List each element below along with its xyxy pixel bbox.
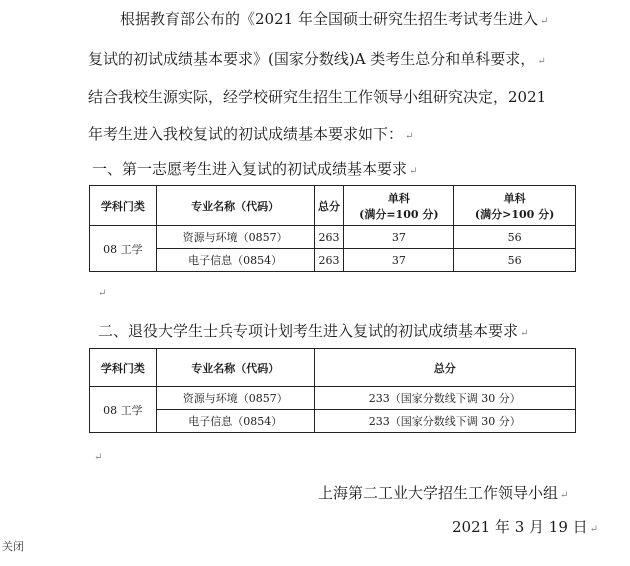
header-category: 学科门类 [90,186,157,226]
paragraph-mark: ↵ [98,288,107,299]
header-total: 总分 [314,186,344,226]
header-major: 专业名称（代码） [156,186,314,226]
table-row [90,387,576,410]
section2-table [89,348,576,433]
single-100-cell: 37 [344,249,454,272]
section1-header-row [90,186,576,226]
major-cell: 资源与环境（0857） [156,226,314,249]
single-over-100-cell: 56 [454,226,576,249]
total-cell: 233（国家分数线下调 30 分） [314,387,575,410]
signature-org: 上海第二工业大学招生工作领导小组 ↵ [318,484,569,502]
header-single-over-100: 单科 (满分>100 分) [454,186,576,226]
intro-line-2: 复试的初试成绩基本要求》(国家分数线)A 类考生总分和单科要求， ↵ [88,50,546,68]
major-cell: 电子信息（0854） [156,410,314,433]
signature-date: 2021 年 3 月 19 日 ↵ [452,518,599,536]
table-row [90,249,576,272]
total-cell: 263 [314,226,344,249]
header-total: 总分 [314,349,575,387]
single-over-100-cell: 56 [454,249,576,272]
total-cell: 233（国家分数线下调 30 分） [314,410,575,433]
paragraph-mark: ↵ [94,452,103,463]
section2-heading: 二、退役大学生士兵专项计划考生进入复试的初试成绩基本要求 ↵ [98,322,529,340]
major-cell: 资源与环境（0857） [156,387,314,410]
header-single-100: 单科 (满分=100 分) [344,186,454,226]
major-cell: 电子信息（0854） [156,249,314,272]
category-cell: 08 工学 [90,387,157,433]
section1-table [89,185,576,272]
table-row [90,226,576,249]
section1-heading: 一、第一志愿考生进入复试的初试成绩基本要求 ↵ [92,160,418,178]
single-100-cell: 37 [344,226,454,249]
intro-line-4: 年考生进入我校复试的初试成绩基本要求如下： ↵ [88,125,414,143]
header-major: 专业名称（代码） [156,349,314,387]
intro-line-1: 根据教育部公布的《2021 年全国硕士研究生招生考试考生进入 ↵ [120,10,549,28]
close-button[interactable]: 关闭 [2,540,24,553]
header-category: 学科门类 [90,349,157,387]
section2-header-row [90,349,576,387]
intro-line-3: 结合我校生源实际，经学校研究生招生工作领导小组研究决定，2021 [88,88,547,106]
category-cell: 08 工学 [90,226,157,272]
total-cell: 263 [314,249,344,272]
table-row [90,410,576,433]
